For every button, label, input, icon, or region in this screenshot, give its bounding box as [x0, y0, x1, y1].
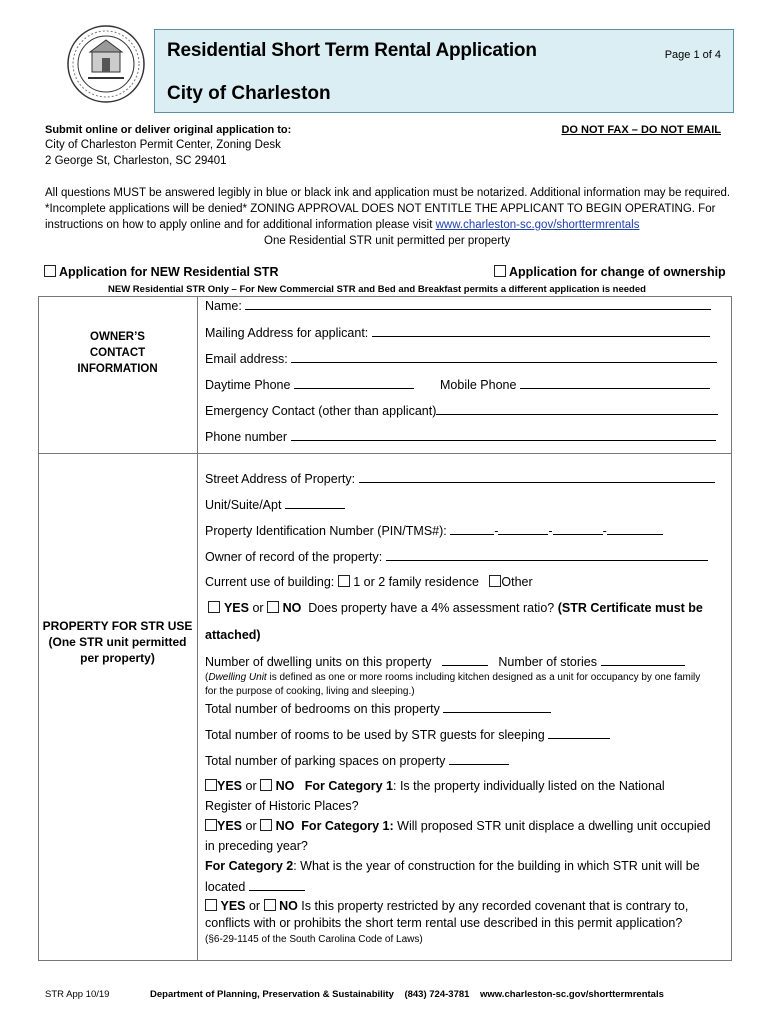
mobile-row [440, 377, 710, 392]
displace-yes-label: YES [217, 819, 243, 833]
option-new-label: Application for NEW Residential STR [59, 265, 279, 279]
displace-question: Will proposed STR unit displace a dwelling unit occupied [393, 819, 711, 833]
pin-dash-1: - [494, 524, 499, 538]
pin-row [205, 523, 663, 538]
emergency-field[interactable] [436, 403, 718, 415]
other-use-label: Other [501, 575, 533, 589]
owner-record-label: Owner of record of the property: [205, 550, 383, 564]
displace-question-2: in preceding year? [205, 839, 308, 853]
du-def-open: ( [205, 672, 209, 683]
header-banner [154, 29, 734, 113]
pin-field-1[interactable] [450, 523, 494, 535]
current-use-label: Current use of building: [205, 575, 335, 589]
owner-record-row [205, 549, 708, 564]
intro-line3 [45, 219, 639, 231]
form-title: Residential Short Term Rental Application [167, 40, 537, 61]
new-str-note: NEW Residential STR Only – For New Commercial STR and Bed and Breakfast permits a different application is needed [108, 284, 646, 295]
displace-yes-checkbox[interactable] [205, 819, 217, 831]
phone-row [205, 377, 414, 392]
assessment-no-checkbox[interactable] [267, 601, 279, 613]
owner-record-field[interactable] [386, 549, 708, 561]
law-citation: (§6-29-1145 of the South Carolina Code of Laws) [205, 934, 423, 945]
parking-row [205, 753, 509, 768]
emergency-row [205, 403, 718, 418]
email-row [205, 351, 717, 366]
str-rooms-row [205, 727, 610, 742]
stories-label: Number of stories [498, 655, 598, 669]
page-number: Page 1 of 4 [664, 49, 721, 61]
intro-line3-text: instructions on how to apply online and for additional information please visit [45, 219, 436, 231]
historic-yes-checkbox[interactable] [205, 779, 217, 791]
unit-field[interactable] [285, 497, 345, 509]
cat2-row [205, 859, 700, 873]
dwelling-units-field[interactable] [442, 654, 488, 666]
mailing-label: Mailing Address for applicant: [205, 326, 369, 340]
covenant-question-2: conflicts with or prohibits the short term rental use described in this permit application? [205, 916, 683, 930]
assessment-yes-label: YES [223, 601, 249, 615]
owner-section-line3: INFORMATION [77, 363, 158, 375]
table-right-border [731, 296, 732, 961]
current-use-row [205, 575, 533, 589]
covenant-row [205, 899, 688, 913]
city-seal-icon [64, 22, 148, 106]
covenant-or: or [248, 899, 261, 913]
cat2-category: For Category 2 [205, 859, 294, 873]
str-rooms-label: Total number of rooms to be used by STR guests for sleeping [205, 728, 545, 742]
du-def-text: is defined as one or more rooms including kitchen designed as a unit for occupancy by one family [266, 672, 701, 683]
historic-colon: : [392, 779, 397, 793]
email-label: Email address: [205, 352, 288, 366]
covenant-no-label: NO [279, 899, 298, 913]
bedrooms-row [205, 701, 551, 716]
footer-department: Department of Planning, Preservation & Sustainability [150, 989, 394, 1000]
dwelling-row [205, 654, 685, 669]
displace-category: For Category 1: [301, 819, 394, 833]
no-fax-notice: DO NOT FAX – DO NOT EMAIL [561, 124, 721, 136]
submit-line1: City of Charleston Permit Center, Zoning Desk [45, 139, 281, 151]
submit-heading: Submit online or deliver original application to: [45, 124, 292, 136]
assessment-row [205, 601, 703, 615]
historic-no-checkbox[interactable] [260, 779, 272, 791]
footer-phone: (843) 724-3781 [404, 989, 470, 1000]
street-field[interactable] [359, 471, 715, 483]
intro-line2: *Incomplete applications will be denied* ZONING APPROVAL DOES NOT ENTITLE THE APPLICANT TO BEGIN OPERATING. For [45, 203, 716, 215]
street-label: Street Address of Property: [205, 472, 356, 486]
property-section-line2: (One STR unit permitted [48, 635, 187, 649]
pin-field-3[interactable] [553, 523, 603, 535]
displace-no-checkbox[interactable] [260, 819, 272, 831]
historic-category: For Category 1 [304, 779, 393, 793]
footer-url: www.charleston-sc.gov/shorttermrentals [479, 989, 664, 1000]
mailing-row [205, 325, 710, 340]
property-section-line3: per property) [80, 651, 155, 665]
unit-label: Unit/Suite/Apt [205, 498, 282, 512]
street-row [205, 471, 715, 486]
covenant-yes-label: YES [220, 899, 246, 913]
city-name: City of Charleston [167, 83, 331, 104]
owner-section-label [38, 329, 197, 377]
str-rooms-field[interactable] [548, 727, 610, 739]
pin-field-2[interactable] [498, 523, 548, 535]
table-bottom-border [38, 960, 732, 961]
option-change [494, 265, 726, 279]
table-middle-border [197, 296, 198, 961]
parking-field[interactable] [449, 753, 509, 765]
section-divider [38, 453, 732, 454]
historic-or: or [245, 779, 257, 793]
mailing-field[interactable] [372, 325, 710, 337]
family-residence-label: 1 or 2 family residence [353, 575, 479, 589]
form-version: STR App 10/19 [45, 989, 110, 1000]
historic-question: Is the property individually listed on the National [396, 779, 665, 793]
property-section-label [38, 618, 197, 666]
pin-label: Property Identification Number (PIN/TMS#): [205, 524, 447, 538]
option-new [44, 265, 278, 279]
bedrooms-field[interactable] [443, 701, 551, 713]
dwelling-definition [205, 671, 700, 685]
phone-number-label: Phone number [205, 430, 288, 444]
phone-number-row [205, 429, 716, 444]
property-section-line1: PROPERTY FOR STR USE [42, 619, 193, 633]
dwelling-definition-2: for the purpose of cooking, living and sleeping.) [205, 686, 415, 697]
email-field[interactable] [291, 351, 717, 363]
assessment-note-2: attached) [205, 628, 261, 642]
pin-dash-2: - [548, 524, 553, 538]
option-change-label: Application for change of ownership [509, 265, 726, 279]
covenant-question: Is this property restricted by any recorded covenant that is contrary to, [297, 899, 689, 913]
new-str-checkbox[interactable] [44, 265, 56, 277]
historic-question-2: Register of Historic Places? [205, 799, 359, 813]
construction-year-field[interactable] [249, 879, 305, 891]
name-label: Name: [205, 299, 242, 313]
covenant-yes-checkbox[interactable] [205, 899, 217, 911]
cat2-located-label: located [205, 880, 246, 894]
du-def-term: Dwelling Unit [208, 672, 267, 683]
daytime-phone-label: Daytime Phone [205, 378, 291, 392]
assessment-note-1: (STR Certificate must be [557, 601, 703, 615]
assessment-yes-checkbox[interactable] [208, 601, 220, 613]
stories-field[interactable] [601, 654, 685, 666]
assessment-or: or [252, 601, 264, 615]
historic-yes-label: YES [217, 779, 243, 793]
assessment-no-label: NO [282, 601, 302, 615]
covenant-no-checkbox[interactable] [264, 899, 276, 911]
displace-row [205, 819, 711, 833]
cat2-question: : What is the year of construction for the building in which STR unit will be [293, 859, 700, 873]
historic-no-label: NO [275, 779, 295, 793]
displace-or: or [245, 819, 257, 833]
cat2-located-row [205, 879, 305, 894]
assessment-question: Does property have a 4% assessment ratio? [308, 601, 555, 615]
name-row [205, 298, 711, 313]
pin-dash-3: - [602, 524, 607, 538]
emergency-label: Emergency Contact (other than applicant) [205, 404, 437, 418]
owner-section-line2: CONTACT [89, 347, 146, 359]
pin-field-4[interactable] [607, 523, 663, 535]
unit-row [205, 497, 345, 512]
one-unit-notice: One Residential STR unit permitted per property [264, 235, 511, 247]
str-website-link[interactable]: www.charleston-sc.gov/shorttermrentals [435, 219, 640, 231]
table-top-border [38, 296, 732, 297]
parking-label: Total number of parking spaces on property [205, 754, 446, 768]
footer-contact [150, 989, 664, 1000]
displace-no-label: NO [275, 819, 295, 833]
name-field[interactable] [245, 298, 711, 310]
bedrooms-label: Total number of bedrooms on this property [205, 702, 440, 716]
owner-section-line1: OWNER’S [90, 331, 145, 343]
submit-line2: 2 George St, Charleston, SC 29401 [45, 155, 227, 167]
intro-line1: All questions MUST be answered legibly in blue or black ink and application must be notarized. Additional information may be required. [45, 187, 731, 199]
historic-row [205, 779, 665, 793]
daytime-phone-field[interactable] [294, 377, 414, 389]
family-residence-checkbox[interactable] [338, 575, 350, 587]
other-use-checkbox[interactable] [489, 575, 501, 587]
phone-number-field[interactable] [291, 429, 716, 441]
change-ownership-checkbox[interactable] [494, 265, 506, 277]
dwelling-units-label: Number of dwelling units on this property [205, 655, 432, 669]
mobile-phone-field[interactable] [520, 377, 710, 389]
mobile-phone-label: Mobile Phone [440, 378, 517, 392]
